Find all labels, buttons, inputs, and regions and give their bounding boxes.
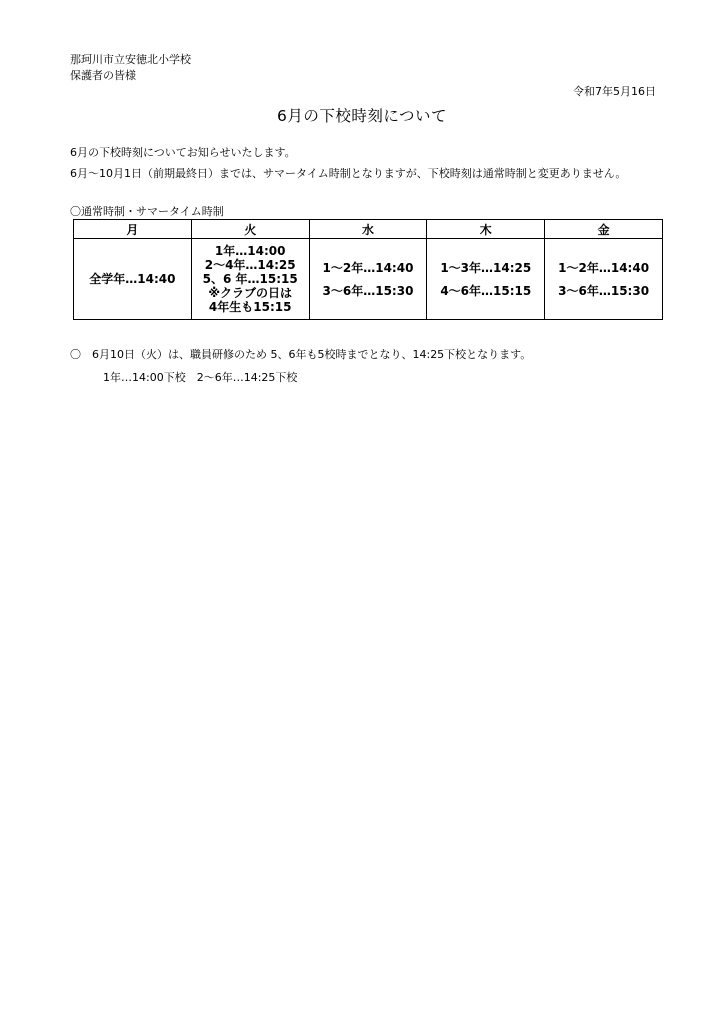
column-header-thu: 木 [427,220,545,239]
cell-line: 3～6年…15:30 [558,283,650,298]
cell-line: ※クラブの日は [208,286,293,300]
issue-date: 令和7年5月16日 [573,85,656,98]
summer-time-paragraph: 6月～10月1日（前期最終日）までは、サマータイム時制となりますが、下校時刻は通常時制と変更ありません。 [70,167,627,180]
cell-line: 1～2年…14:40 [558,260,650,275]
dismissal-schedule-table [73,219,663,320]
table-header-row [74,220,663,239]
school-name: 那珂川市立安徳北小学校 [70,53,191,66]
schedule-heading: 〇通常時制・サマータイム時制 [70,205,224,218]
page-title: 6月の下校時刻について [276,107,448,125]
cell-mon [74,239,192,320]
cell-line: 1～3年…14:25 [440,260,532,275]
cell-line: 4年生も15:15 [208,300,292,314]
cell-line: 全学年…14:40 [89,272,176,286]
intro-paragraph: 6月の下校時刻についてお知らせいたします。 [70,146,296,159]
column-header-mon: 月 [74,220,192,239]
cell-line: 5、6 年…15:15 [202,272,298,286]
column-header-tue: 火 [191,220,309,239]
cell-line: 2～4年…14:25 [204,258,296,272]
cell-line: 4～6年…15:15 [440,283,532,298]
cell-line: 1年…14:00 [214,244,286,258]
cell-thu [427,239,545,320]
cell-line: 1～2年…14:40 [322,260,414,275]
column-header-wed: 水 [309,220,427,239]
cell-fri [545,239,663,320]
june-10-notice: 〇 6月10日（火）は、職員研修のため 5、6年も5校時までとなり、14:25下校となります。 [70,348,532,361]
cell-wed [309,239,427,320]
recipient: 保護者の皆様 [70,69,136,82]
june-10-notice-detail: 1年…14:00下校 2～6年…14:25下校 [103,371,298,384]
table-row [74,239,663,320]
cell-line: 3～6年…15:30 [322,283,414,298]
column-header-fri: 金 [545,220,663,239]
cell-tue [191,239,309,320]
